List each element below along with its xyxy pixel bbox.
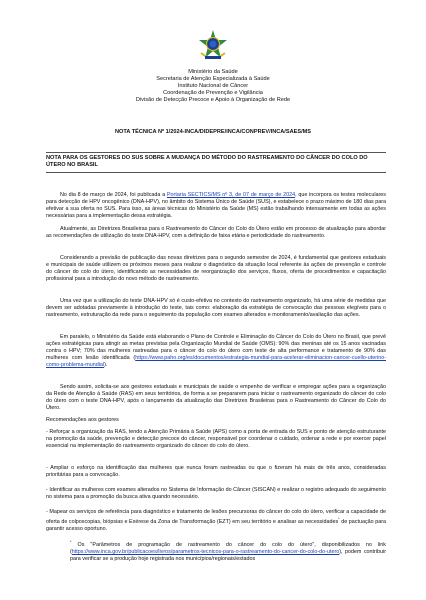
portaria-link[interactable]: Portaria SECTICS/MS nº 3, de 07 de março de 2024 [166, 192, 296, 198]
header-ministry: Ministério da Saúde [188, 69, 238, 75]
note-subject: NOTA PARA OS GESTORES DO SUS SOBRE A MUDANÇA DO MÉTODO DO RASTREAMENTO DO CÂNCER DO COLO DO ÚTERO NO BRASIL [46, 152, 386, 173]
recommendations-heading: Recomendações aos gestores [46, 417, 119, 423]
paragraph-5: Em paralelo, o Ministério da Saúde está elaborando o Plano de Controle e Eliminação do Câncer do Colo do Útero no Brasil, que prevê ações estratégicas para atingir as metas previstas pela Organização Mundial de Saúde (OMS): 90% das meninas até os 15 anos vacinadas contra o HPV; 70% das mulheres rastreadas para o câncer do colo do útero com teste de alta performance e tratamento de 90% das mulheres com lesão identificada (https://www.paho.org/es/documentos/estrategia-mundial-para-acelerar-eliminacion-cancer-cuello-uterino-como-problema-mundial). [46, 334, 386, 368]
paho-link[interactable]: https://www.paho.org/es/documentos/estrategia-mundial-para-acelerar-eliminacion-cancer-cuello-uterino-como-problema-mundial [46, 354, 386, 368]
recommendation-2: - Ampliar o esforço na identificação das mulheres que nunca foram rastreadas ou que o fizeram há mais de três anos, consideradas prioritárias para a convocação. [46, 465, 386, 478]
recommendation-3: - Identificar as mulheres com exames alterados no Sistema de Informação do Câncer (SISCAN) e realizar o registro adequado do seguimento no sistema para a promoção da busca ativa quando necessário. [46, 487, 386, 500]
header-division: Divisão de Detecção Precoce e Apoio à Organização de Rede [135, 97, 291, 103]
footnote: * Os "Parâmetros de programação de rastreamento do câncer do colo do útero", disponibilizados no link (https://www.inca.gov.br/publicacoes/livros/parametros-tecnicos-para-o-rastreamento-do-cancer-do-colo-do-utero), podem contribuir para verificar se a produção hoje registrada nos municípios/regionais/estados [70, 540, 386, 562]
header-coordination: Coordenação de Prevenção e Vigilância [163, 90, 263, 96]
brazil-coat-of-arms-icon [196, 29, 230, 63]
paragraph-3: Considerando a previsão de publicação das novas diretrizes para o segundo semestre de 2024, é fundamental que gestores estaduais e municipais de saúde utilizem os próximos meses para realizar o diagnóstico da situação local referente às ações de prevenção e controle do câncer do colo do útero, identificando as necessidades de reorganização dos serviços, fluxos, oferta de procedimentos e capacitação profissional para a introdução do novo método de rastreamento. [46, 255, 386, 282]
paragraph-4: Uma vez que a utilização do teste DNA-HPV só é custo-efetiva no contexto do rastreamento organizado, há uma série de medidas que devem ser adotadas previamente à introdução do teste, tais como: elaboração da estratégia de convocação das pessoas elegíveis para o rastreamento, estruturação da rede para o seguimento da população com exames alterados e monitoramento/avaliação das ações. [46, 298, 386, 318]
inca-parametros-link[interactable]: https://www.inca.gov.br/publicacoes/livros/parametros-tecnicos-para-o-rastreamento-do-cancer-do-colo-do-utero [71, 548, 340, 555]
paragraph-2: Atualmente, as Diretrizes Brasileiras para o Rastreamento do Câncer do Colo do Útero estão em processo de atualização para abordar as recomendações de utilização do teste DNA-HPV, com a definição de faixa etária e periodicidade do rastreamento. [46, 226, 386, 239]
note-number: NOTA TÉCNICA Nº 1/2024-INCA/DIDEPRE/INCA/CONPREV/INCA/SAES/MS [114, 129, 312, 135]
header-institute: Instituto Nacional de Câncer [177, 83, 249, 89]
recommendation-4: - Mapear os serviços de referência para diagnóstico e tratamento de lesões precursoras do câncer do colo do útero, verificar a capacidade de oferta de colposcopias, biópsias e Exérese da Zona de Transformação (EZT) em seu território e analisar as necessidades* de pactuação para garantir acesso oportuno. [46, 509, 386, 532]
recommendation-1: - Reforçar a organização da RAS, tendo a Atenção Primária à Saúde (APS) como a porta de entrada do SUS e ponto de atenção estruturante na promoção da saúde, prevenção e detecção precoce do câncer, responsável por coordenar o cuidado, ordenar a rede e por exercer papel essencial na implementação do rastreamento organizado do câncer do colo do útero. [46, 429, 386, 449]
paragraph-1: No dia 8 de março de 2024, foi publicada a Portaria SECTICS/MS nº 3, de 07 de março de 2024, que incorpora os testes moleculares para detecção de HPV oncogênico (DNA-HPV), no âmbito do Sistema Único de Saúde (SUS), e estabelece o prazo máximo de 180 dias para efetivar a sua oferta no SUS. Para isso, as áreas técnicas do Ministério da Saúde (MS) estão trabalhando intensamente em todas as ações necessárias para a implementação dessa estratégia. [46, 192, 387, 219]
paragraph-6: Sendo assim, solicita-se aos gestores estaduais e municipais de saúde o empenho de verificar e empregar ações para a organização da Rede de Atenção à Saúde (RAS) em seus territórios, de forma a se prepararem para iniciar o rastreamento organizado do câncer do colo do útero com o teste DNA-HPV, após o lançamento da atualização das Diretrizes Brasileiras para o Rastreamento do Câncer do Colo do Útero. [46, 384, 386, 411]
header-secretariat: Secretaria de Atenção Especializada à Saúde [156, 76, 270, 82]
